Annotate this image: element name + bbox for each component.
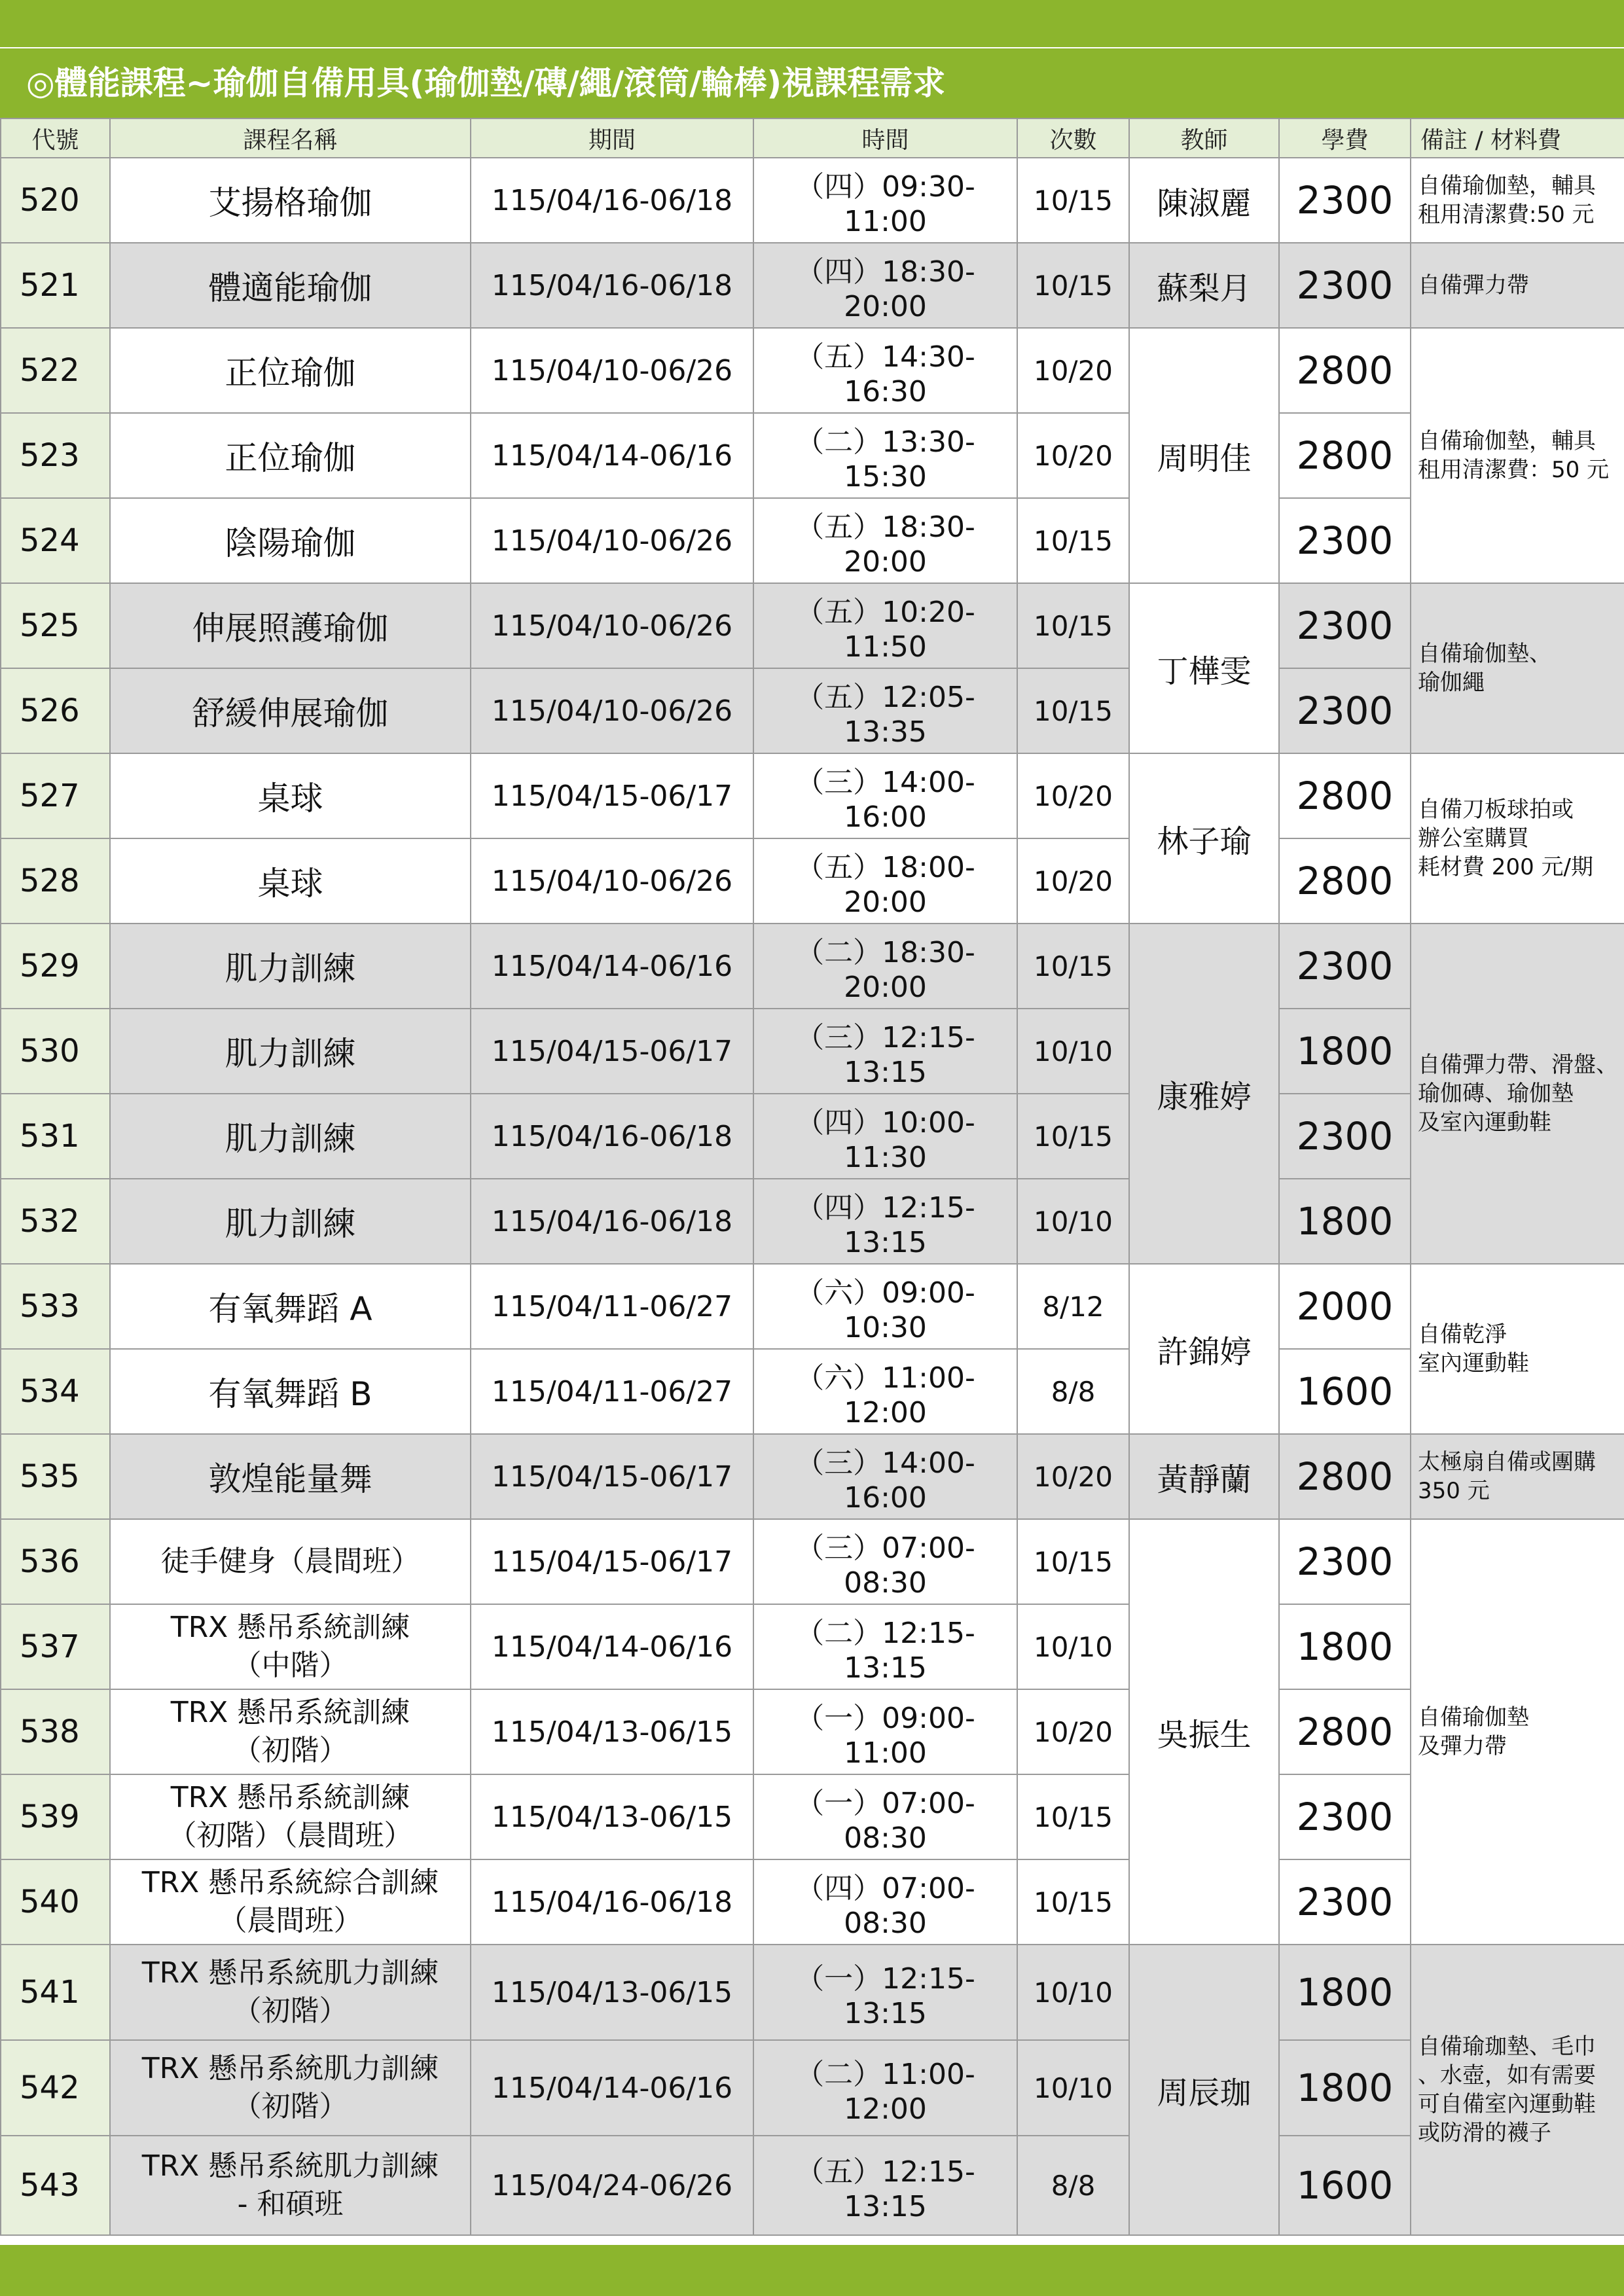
- course-fee: 1800: [1279, 1009, 1411, 1094]
- course-time: （二）12:15-13:15: [753, 1604, 1017, 1689]
- table-row: [1, 838, 1624, 924]
- course-count: 10/15: [1017, 158, 1129, 243]
- page-title: ◎體能課程~瑜伽自備用具(瑜伽墊/磚/繩/滾筒/輪棒)視課程需求: [26, 64, 946, 102]
- course-time: （五）18:30-20:00: [753, 498, 1017, 583]
- bottom-accent-bar: [0, 2245, 1624, 2296]
- course-period: 115/04/13-06/15: [471, 1774, 753, 1859]
- table-row: [1, 158, 1624, 243]
- course-fee: 1800: [1279, 1945, 1411, 2040]
- course-time: （三）14:00-16:00: [753, 1434, 1017, 1519]
- course-fee: 2800: [1279, 753, 1411, 838]
- course-time: （五）10:20-11:50: [753, 583, 1017, 668]
- table-row: [1, 668, 1624, 753]
- course-note: 自備瑜伽墊，輔具 租用清潔費:50 元: [1411, 158, 1624, 243]
- course-name: TRX 懸吊系統訓練 （中階）: [110, 1604, 471, 1689]
- course-note: 自備瑜伽墊 及彈力帶: [1411, 1519, 1624, 1945]
- course-time: （六）11:00-12:00: [753, 1349, 1017, 1434]
- table-row: [1, 328, 1624, 413]
- course-period: 115/04/14-06/16: [471, 413, 753, 498]
- course-name: 艾揚格瑜伽: [110, 158, 471, 243]
- table-row: [1, 1859, 1624, 1945]
- table-row: [1, 1094, 1624, 1179]
- course-fee: 1800: [1279, 1179, 1411, 1264]
- course-count: 10/15: [1017, 1774, 1129, 1859]
- course-count: 8/12: [1017, 1264, 1129, 1349]
- table-row: [1, 1009, 1624, 1094]
- course-code: 521: [1, 243, 110, 328]
- course-time: （二）13:30-15:30: [753, 413, 1017, 498]
- course-count: 10/15: [1017, 583, 1129, 668]
- course-count: 10/15: [1017, 243, 1129, 328]
- course-note: 自備彈力帶、滑盤、 瑜伽磚、瑜伽墊 及室內運動鞋: [1411, 924, 1624, 1264]
- course-time: （五）14:30-16:30: [753, 328, 1017, 413]
- course-period: 115/04/16-06/18: [471, 1179, 753, 1264]
- course-time: （四）09:30-11:00: [753, 158, 1017, 243]
- course-fee: 2300: [1279, 1094, 1411, 1179]
- teacher-name: 蘇梨月: [1129, 243, 1279, 328]
- header-note: 備註 / 材料費: [1411, 118, 1624, 158]
- course-name: TRX 懸吊系統訓練 （初階）: [110, 1689, 471, 1774]
- course-name: TRX 懸吊系統肌力訓練 - 和碩班: [110, 2136, 471, 2235]
- table-row: [1, 413, 1624, 498]
- course-name: 有氧舞蹈 A: [110, 1264, 471, 1349]
- course-period: 115/04/14-06/16: [471, 2040, 753, 2136]
- course-code: 533: [1, 1264, 110, 1349]
- course-period: 115/04/24-06/26: [471, 2136, 753, 2235]
- course-fee: 2300: [1279, 583, 1411, 668]
- course-name: 肌力訓練: [110, 1179, 471, 1264]
- course-code: 527: [1, 753, 110, 838]
- course-code: 537: [1, 1604, 110, 1689]
- course-period: 115/04/10-06/26: [471, 838, 753, 924]
- course-count: 10/10: [1017, 1945, 1129, 2040]
- course-name: 有氧舞蹈 B: [110, 1349, 471, 1434]
- course-code: 523: [1, 413, 110, 498]
- course-count: 10/15: [1017, 668, 1129, 753]
- teacher-name: 許錦婷: [1129, 1264, 1279, 1434]
- course-name: TRX 懸吊系統肌力訓練 （初階）: [110, 1945, 471, 2040]
- course-time: （三）12:15-13:15: [753, 1009, 1017, 1094]
- course-note: 自備瑜伽墊、 瑜伽繩: [1411, 583, 1624, 753]
- course-period: 115/04/13-06/15: [471, 1689, 753, 1774]
- course-code: 540: [1, 1859, 110, 1945]
- course-count: 10/10: [1017, 2040, 1129, 2136]
- course-fee: 2300: [1279, 1859, 1411, 1945]
- course-code: 530: [1, 1009, 110, 1094]
- table-row: [1, 924, 1624, 1009]
- course-count: 10/20: [1017, 838, 1129, 924]
- table-row: [1, 1774, 1624, 1859]
- course-fee: 2300: [1279, 1774, 1411, 1859]
- header-period: 期間: [471, 118, 753, 158]
- course-code: 536: [1, 1519, 110, 1604]
- course-count: 10/10: [1017, 1009, 1129, 1094]
- course-note: 自備瑜珈墊、毛巾 、水壺，如有需要 可自備室內運動鞋 或防滑的襪子: [1411, 1945, 1624, 2235]
- course-period: 115/04/15-06/17: [471, 753, 753, 838]
- course-period: 115/04/15-06/17: [471, 1009, 753, 1094]
- course-count: 10/10: [1017, 1179, 1129, 1264]
- course-period: 115/04/11-06/27: [471, 1264, 753, 1349]
- course-time: （五）18:00-20:00: [753, 838, 1017, 924]
- teacher-name: 周明佳: [1129, 328, 1279, 583]
- course-name: 桌球: [110, 753, 471, 838]
- course-count: 10/20: [1017, 328, 1129, 413]
- course-count: 10/15: [1017, 1519, 1129, 1604]
- course-period: 115/04/16-06/18: [471, 1859, 753, 1945]
- course-note: 自備彈力帶: [1411, 243, 1624, 328]
- course-period: 115/04/10-06/26: [471, 583, 753, 668]
- header-fee: 學費: [1279, 118, 1411, 158]
- course-fee: 1600: [1279, 1349, 1411, 1434]
- course-name: 正位瑜伽: [110, 413, 471, 498]
- course-fee: 2800: [1279, 1689, 1411, 1774]
- course-code: 529: [1, 924, 110, 1009]
- course-count: 10/15: [1017, 498, 1129, 583]
- course-time: （四）18:30-20:00: [753, 243, 1017, 328]
- course-fee: 2300: [1279, 498, 1411, 583]
- course-time: （一）07:00-08:30: [753, 1774, 1017, 1859]
- teacher-name: 丁樺雯: [1129, 583, 1279, 753]
- course-fee: 2000: [1279, 1264, 1411, 1349]
- top-accent-bar: [0, 0, 1624, 47]
- course-name: 肌力訓練: [110, 1009, 471, 1094]
- header-code: 代號: [1, 118, 110, 158]
- course-time: （五）12:15-13:15: [753, 2136, 1017, 2235]
- course-name: 敦煌能量舞: [110, 1434, 471, 1519]
- course-fee: 2300: [1279, 668, 1411, 753]
- table-row: [1, 2136, 1624, 2235]
- teacher-name: 陳淑麗: [1129, 158, 1279, 243]
- course-name: TRX 懸吊系統肌力訓練 （初階）: [110, 2040, 471, 2136]
- course-code: 542: [1, 2040, 110, 2136]
- course-time: （二）18:30-20:00: [753, 924, 1017, 1009]
- course-period: 115/04/14-06/16: [471, 924, 753, 1009]
- course-count: 10/20: [1017, 753, 1129, 838]
- course-period: 115/04/16-06/18: [471, 1094, 753, 1179]
- course-count: 10/20: [1017, 1689, 1129, 1774]
- course-period: 115/04/10-06/26: [471, 328, 753, 413]
- course-count: 8/8: [1017, 2136, 1129, 2235]
- course-name: 桌球: [110, 838, 471, 924]
- course-period: 115/04/16-06/18: [471, 158, 753, 243]
- course-code: 532: [1, 1179, 110, 1264]
- course-code: 520: [1, 158, 110, 243]
- course-fee: 2300: [1279, 1519, 1411, 1604]
- course-fee: 2300: [1279, 158, 1411, 243]
- course-time: （四）10:00-11:30: [753, 1094, 1017, 1179]
- course-count: 10/15: [1017, 1859, 1129, 1945]
- course-period: 115/04/11-06/27: [471, 1349, 753, 1434]
- course-code: 543: [1, 2136, 110, 2235]
- course-name: 肌力訓練: [110, 1094, 471, 1179]
- course-name: 體適能瑜伽: [110, 243, 471, 328]
- title-bar: [0, 47, 1624, 118]
- course-fee: 2800: [1279, 838, 1411, 924]
- table-row: [1, 753, 1624, 838]
- table-header-row: [1, 118, 1624, 158]
- course-fee: 2300: [1279, 243, 1411, 328]
- course-fee: 2300: [1279, 924, 1411, 1009]
- table-row: [1, 1689, 1624, 1774]
- course-period: 115/04/16-06/18: [471, 243, 753, 328]
- course-count: 8/8: [1017, 1349, 1129, 1434]
- course-code: 524: [1, 498, 110, 583]
- course-code: 522: [1, 328, 110, 413]
- course-time: （六）09:00-10:30: [753, 1264, 1017, 1349]
- course-time: （四）07:00-08:30: [753, 1859, 1017, 1945]
- course-time: （五）12:05-13:35: [753, 668, 1017, 753]
- course-time: （三）14:00-16:00: [753, 753, 1017, 838]
- table-row: [1, 498, 1624, 583]
- table-row: [1, 2040, 1624, 2136]
- course-name: TRX 懸吊系統綜合訓練 （晨間班）: [110, 1859, 471, 1945]
- table-row: [1, 1179, 1624, 1264]
- teacher-name: 吳振生: [1129, 1519, 1279, 1945]
- course-time: （一）09:00-11:00: [753, 1689, 1017, 1774]
- course-time: （二）11:00-12:00: [753, 2040, 1017, 2136]
- header-count: 次數: [1017, 118, 1129, 158]
- course-count: 10/10: [1017, 1604, 1129, 1689]
- course-fee: 2800: [1279, 1434, 1411, 1519]
- course-fee: 2800: [1279, 328, 1411, 413]
- course-period: 115/04/10-06/26: [471, 498, 753, 583]
- table-row: [1, 1349, 1624, 1434]
- teacher-name: 黃靜蘭: [1129, 1434, 1279, 1519]
- course-name: 徒手健身（晨間班）: [110, 1519, 471, 1604]
- course-code: 539: [1, 1774, 110, 1859]
- header-teacher: 教師: [1129, 118, 1279, 158]
- table-row: [1, 1264, 1624, 1349]
- table-row: [1, 1945, 1624, 2040]
- table-row: [1, 243, 1624, 328]
- teacher-name: 林子瑜: [1129, 753, 1279, 924]
- course-period: 115/04/10-06/26: [471, 668, 753, 753]
- course-note: 自備瑜伽墊，輔具 租用清潔費：50 元: [1411, 328, 1624, 583]
- table-row: [1, 1434, 1624, 1519]
- course-fee: 1600: [1279, 2136, 1411, 2235]
- teacher-name: 康雅婷: [1129, 924, 1279, 1264]
- course-period: 115/04/14-06/16: [471, 1604, 753, 1689]
- course-count: 10/15: [1017, 1094, 1129, 1179]
- course-count: 10/20: [1017, 1434, 1129, 1519]
- course-name: 陰陽瑜伽: [110, 498, 471, 583]
- course-code: 534: [1, 1349, 110, 1434]
- course-name: 正位瑜伽: [110, 328, 471, 413]
- course-code: 526: [1, 668, 110, 753]
- course-table: [0, 118, 1624, 2236]
- header-name: 課程名稱: [110, 118, 471, 158]
- course-time: （一）12:15-13:15: [753, 1945, 1017, 2040]
- course-code: 528: [1, 838, 110, 924]
- teacher-name: 周辰珈: [1129, 1945, 1279, 2235]
- course-code: 525: [1, 583, 110, 668]
- course-code: 531: [1, 1094, 110, 1179]
- course-name: TRX 懸吊系統訓練 （初階）（晨間班）: [110, 1774, 471, 1859]
- course-fee: 2800: [1279, 413, 1411, 498]
- course-code: 535: [1, 1434, 110, 1519]
- course-code: 538: [1, 1689, 110, 1774]
- course-note: 太極扇自備或團購 350 元: [1411, 1434, 1624, 1519]
- course-fee: 1800: [1279, 2040, 1411, 2136]
- course-period: 115/04/15-06/17: [471, 1519, 753, 1604]
- course-period: 115/04/15-06/17: [471, 1434, 753, 1519]
- course-time: （三）07:00-08:30: [753, 1519, 1017, 1604]
- course-name: 伸展照護瑜伽: [110, 583, 471, 668]
- course-note: 自備刀板球拍或 辦公室購買 耗材費 200 元/期: [1411, 753, 1624, 924]
- course-name: 舒緩伸展瑜伽: [110, 668, 471, 753]
- course-count: 10/20: [1017, 413, 1129, 498]
- course-period: 115/04/13-06/15: [471, 1945, 753, 2040]
- course-count: 10/15: [1017, 924, 1129, 1009]
- course-code: 541: [1, 1945, 110, 2040]
- course-time: （四）12:15-13:15: [753, 1179, 1017, 1264]
- header-time: 時間: [753, 118, 1017, 158]
- course-fee: 1800: [1279, 1604, 1411, 1689]
- course-note: 自備乾淨 室內運動鞋: [1411, 1264, 1624, 1434]
- table-row: [1, 583, 1624, 668]
- table-row: [1, 1604, 1624, 1689]
- course-name: 肌力訓練: [110, 924, 471, 1009]
- table-row: [1, 1519, 1624, 1604]
